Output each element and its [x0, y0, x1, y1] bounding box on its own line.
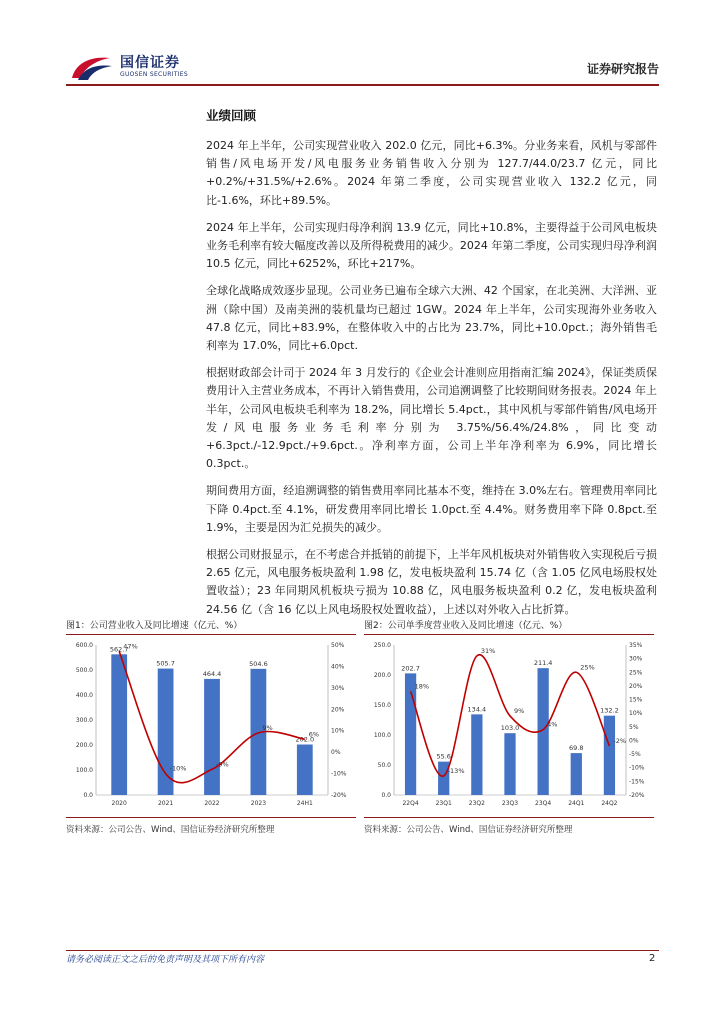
chart-1-category-label: 2020 — [111, 800, 127, 807]
chart-2-bar-label: 69.8 — [569, 744, 584, 753]
chart-1-bar — [111, 654, 127, 795]
chart-2-y2tick-label: 30% — [629, 655, 643, 663]
section-title: 业绩回顾 — [206, 108, 257, 123]
figure-2-bottom-rule — [364, 817, 654, 818]
paragraph-globalization: 全球化战略成效逐步显现。公司业务已遍布全球六大洲、42 个国家，在北美洲、大洋洲、亚洲（除中国）及南美洲的装机量均已超过 1GW。2024 年上半年，公司实现海外业务收入 47.8 亿元，同比+83.9%，在整体收入中的占比为 23.7%，同比+10.0pct.；海外销售毛利率为 17.0%，同比+6.0pct. — [206, 284, 657, 353]
chart-1-category-label: 2021 — [157, 800, 174, 807]
chart-2-line-label: 25% — [580, 663, 595, 672]
chart-1-ytick-label: 600.0 — [75, 642, 93, 649]
chart-2-bar — [571, 753, 582, 795]
chart-2-bar-label: 202.7 — [401, 664, 420, 673]
chart-2-y2tick-label: 25% — [629, 669, 643, 677]
chart-1-line-label: 47% — [123, 642, 138, 651]
chart-2-ytick-label: 50.0 — [377, 762, 391, 769]
chart-1-line-label: 9% — [262, 723, 273, 732]
chart-1-bar — [158, 669, 174, 795]
chart-2-ytick-label: 250.0 — [373, 642, 391, 649]
chart-1-bar — [204, 679, 220, 795]
chart-1-y2tick-label: 30% — [331, 684, 345, 692]
figure-1 — [66, 619, 356, 835]
chart-2-y2tick-label: -15% — [629, 778, 645, 786]
chart-2-bar-label: 134.4 — [467, 705, 487, 714]
chart-1-y2tick-label: 20% — [331, 706, 345, 714]
chart-2-line-label: 18% — [414, 682, 430, 691]
chart-1-bar-label: 562.7 — [109, 645, 129, 654]
main-content — [206, 106, 657, 628]
logo-mark-icon — [70, 52, 114, 82]
chart-1-line-label: -10% — [169, 764, 187, 773]
figure-1-title: 图1：公司营业收入及同比增速（亿元、%） — [66, 621, 243, 631]
chart-2-ytick-label: 150.0 — [373, 702, 391, 709]
chart-2-bar-label: 211.4 — [533, 659, 553, 668]
chart-1-ytick-label: 200.0 — [75, 742, 93, 749]
chart-2-line-label: -13% — [447, 766, 465, 775]
page-number: 2 — [649, 953, 656, 964]
chart-2-ytick-label: 100.0 — [373, 732, 391, 739]
brand-logo — [70, 52, 188, 82]
chart-2-category-label: 24Q2 — [601, 800, 618, 807]
chart-1-y2tick-label: -20% — [331, 792, 347, 799]
chart-2-bar-label: 55.6 — [436, 752, 451, 761]
chart-1-ytick-label: 500.0 — [75, 667, 93, 674]
chart-2-line-label: 9% — [514, 706, 525, 715]
chart-2-y2tick-label: -20% — [629, 792, 645, 799]
chart-2-y2tick-label: 10% — [629, 710, 643, 718]
chart-2-category-label: 24Q1 — [568, 800, 585, 807]
chart-1-ytick-label: 0.0 — [83, 792, 93, 799]
chart-1-line-label: -9% — [216, 760, 229, 769]
chart-2-line-label: 4% — [547, 720, 558, 729]
chart-2-y2tick-label: 20% — [629, 682, 643, 690]
chart-1-category-label: 2023 — [250, 800, 267, 807]
paragraph-revenue: 2024 年上半年，公司实现营业收入 202.0 亿元，同比+6.3%。分业务来看，风机与零部件销售/风电场开发/风电服务业务销售收入分别为 127.7/44.0/23.7 亿元，同比+0.2%/+31.5%/+2.6%。2024 年第二季度，公司实现营业收入 132.2 亿元，同比-1.6%，环比+89.5%。 — [206, 139, 657, 207]
chart-2-category-label: 23Q2 — [468, 800, 485, 807]
chart-2-y2tick-label: 35% — [629, 642, 643, 649]
chart-1-bar-label: 202.0 — [295, 735, 315, 744]
chart-quarterly-revenue — [364, 635, 654, 813]
paragraph-margin: 根据财政部会计司于 2024 年 3 月发行的《企业会计准则应用指南汇编 2024》，保证类质保费用计入主营业务成本，不再计入销售费用，公司追溯调整了比较期间财务报表。2024 年上半年，公司风电板块毛利率为 18.2%，同比增长 5.4pct.，其中风机与零部件销售/风电场开发/风电服务业务毛利率分别为 3.75%/56.4%/24.8%，同比变动+6.3pct./-12.9pct./+9.6pct.。净利率方面，公司上半年净利率为 6.9%，同比增长 0.3pct.。 — [206, 366, 657, 471]
chart-1-y2tick-label: 50% — [331, 642, 345, 649]
chart-1-line-label: 6% — [308, 730, 320, 739]
paragraph-expenses: 期间费用方面，经追溯调整的销售费用率同比基本不变，维持在 3.0%左右。管理费用率同比下降 0.4pct.至 4.1%，研发费用率同比增长 1.0pct.至 4.4%。财务费用率下降 0.8pct.至 1.9%，主要是因为汇兑损失的减少。 — [206, 484, 657, 534]
chart-1-ytick-label: 400.0 — [75, 692, 93, 699]
chart-2-category-label: 23Q3 — [501, 800, 519, 807]
chart-1-y2tick-label: 40% — [331, 663, 345, 671]
paragraph-segments: 根据公司财报显示，在不考虑合并抵销的前提下，上半年风机板块对外销售收入实现税后亏损 2.65 亿元，风电服务板块盈利 1.98 亿，发电板块盈利 15.74 亿（含 1.05 亿风电场股权处置收益）；23 年同期风机板块亏损为 10.88 亿，风电服务板块盈利 0.2 亿，发电板块盈利 24.56 亿（含 16 亿以上风电场股权处置收益），上述以对外收入占比折算。 — [206, 548, 657, 616]
chart-2-bar — [471, 714, 482, 795]
document-type: 证券研究报告 — [586, 62, 659, 76]
chart-2-y2tick-label: 15% — [629, 696, 643, 704]
footer-divider — [66, 950, 659, 951]
chart-2-bar — [604, 716, 615, 795]
chart-2-bar — [504, 733, 515, 795]
figure-2 — [364, 619, 654, 835]
footer-disclaimer: 请务必阅读正文之后的免责声明及其项下所有内容 — [66, 955, 265, 965]
chart-2-bar-label: 103.0 — [500, 724, 520, 733]
chart-1-bar — [297, 745, 313, 796]
chart-2-bar-label: 132.2 — [600, 706, 619, 715]
chart-1-y2tick-label: 0% — [331, 749, 341, 757]
chart-1-bar-label: 505.7 — [156, 659, 175, 668]
chart-1-y2tick-label: -10% — [331, 770, 347, 778]
chart-1-category-label: 24H1 — [296, 800, 313, 807]
chart-2-y2tick-label: -5% — [629, 751, 641, 759]
chart-1-ytick-label: 300.0 — [75, 717, 93, 724]
page-header — [66, 48, 659, 84]
chart-2-y2tick-label: 0% — [629, 737, 639, 745]
paragraph-net-profit: 2024 年上半年，公司实现归母净利润 13.9 亿元，同比+10.8%，主要得益于公司风电板块业务毛利率有较大幅度改善以及所得税费用的减少。2024 年第二季度，公司实现归母净利润 10.5 亿元，同比+6252%，环比+217%。 — [206, 220, 657, 271]
chart-2-y2tick-label: 5% — [629, 723, 639, 731]
figure-1-bottom-rule — [66, 817, 356, 818]
chart-2-category-label: 23Q4 — [535, 800, 552, 807]
figure-1-source: 资料来源：公司公告、Wind、国信证券经济研究所整理 — [66, 825, 275, 835]
brand-name-cn: 国信证券 — [120, 55, 180, 71]
chart-2-line-label: -2% — [613, 736, 627, 745]
chart-2-ytick-label: 0.0 — [381, 792, 391, 799]
chart-2-y2tick-label: -10% — [629, 764, 645, 772]
chart-1-category-label: 2022 — [204, 800, 220, 807]
chart-2-line-label: 31% — [480, 646, 496, 655]
chart-1-ytick-label: 100.0 — [75, 767, 93, 774]
brand-name-en: GUOSEN SECURITIES — [120, 71, 189, 78]
chart-1-y2tick-label: 10% — [331, 727, 345, 735]
chart-2-category-label: 23Q1 — [435, 800, 452, 807]
figure-2-source: 资料来源：公司公告、Wind、国信证券经济研究所整理 — [364, 825, 573, 835]
chart-2-ytick-label: 200.0 — [373, 672, 391, 679]
chart-1-bar-label: 464.4 — [202, 669, 222, 678]
chart-2-category-label: 22Q4 — [402, 800, 419, 807]
chart-1-bar-label: 504.6 — [249, 659, 268, 668]
header-divider — [66, 84, 659, 86]
chart-annual-revenue — [66, 635, 356, 813]
figure-2-title: 图2：公司单季度营业收入及同比增速（亿元、%） — [364, 621, 568, 631]
